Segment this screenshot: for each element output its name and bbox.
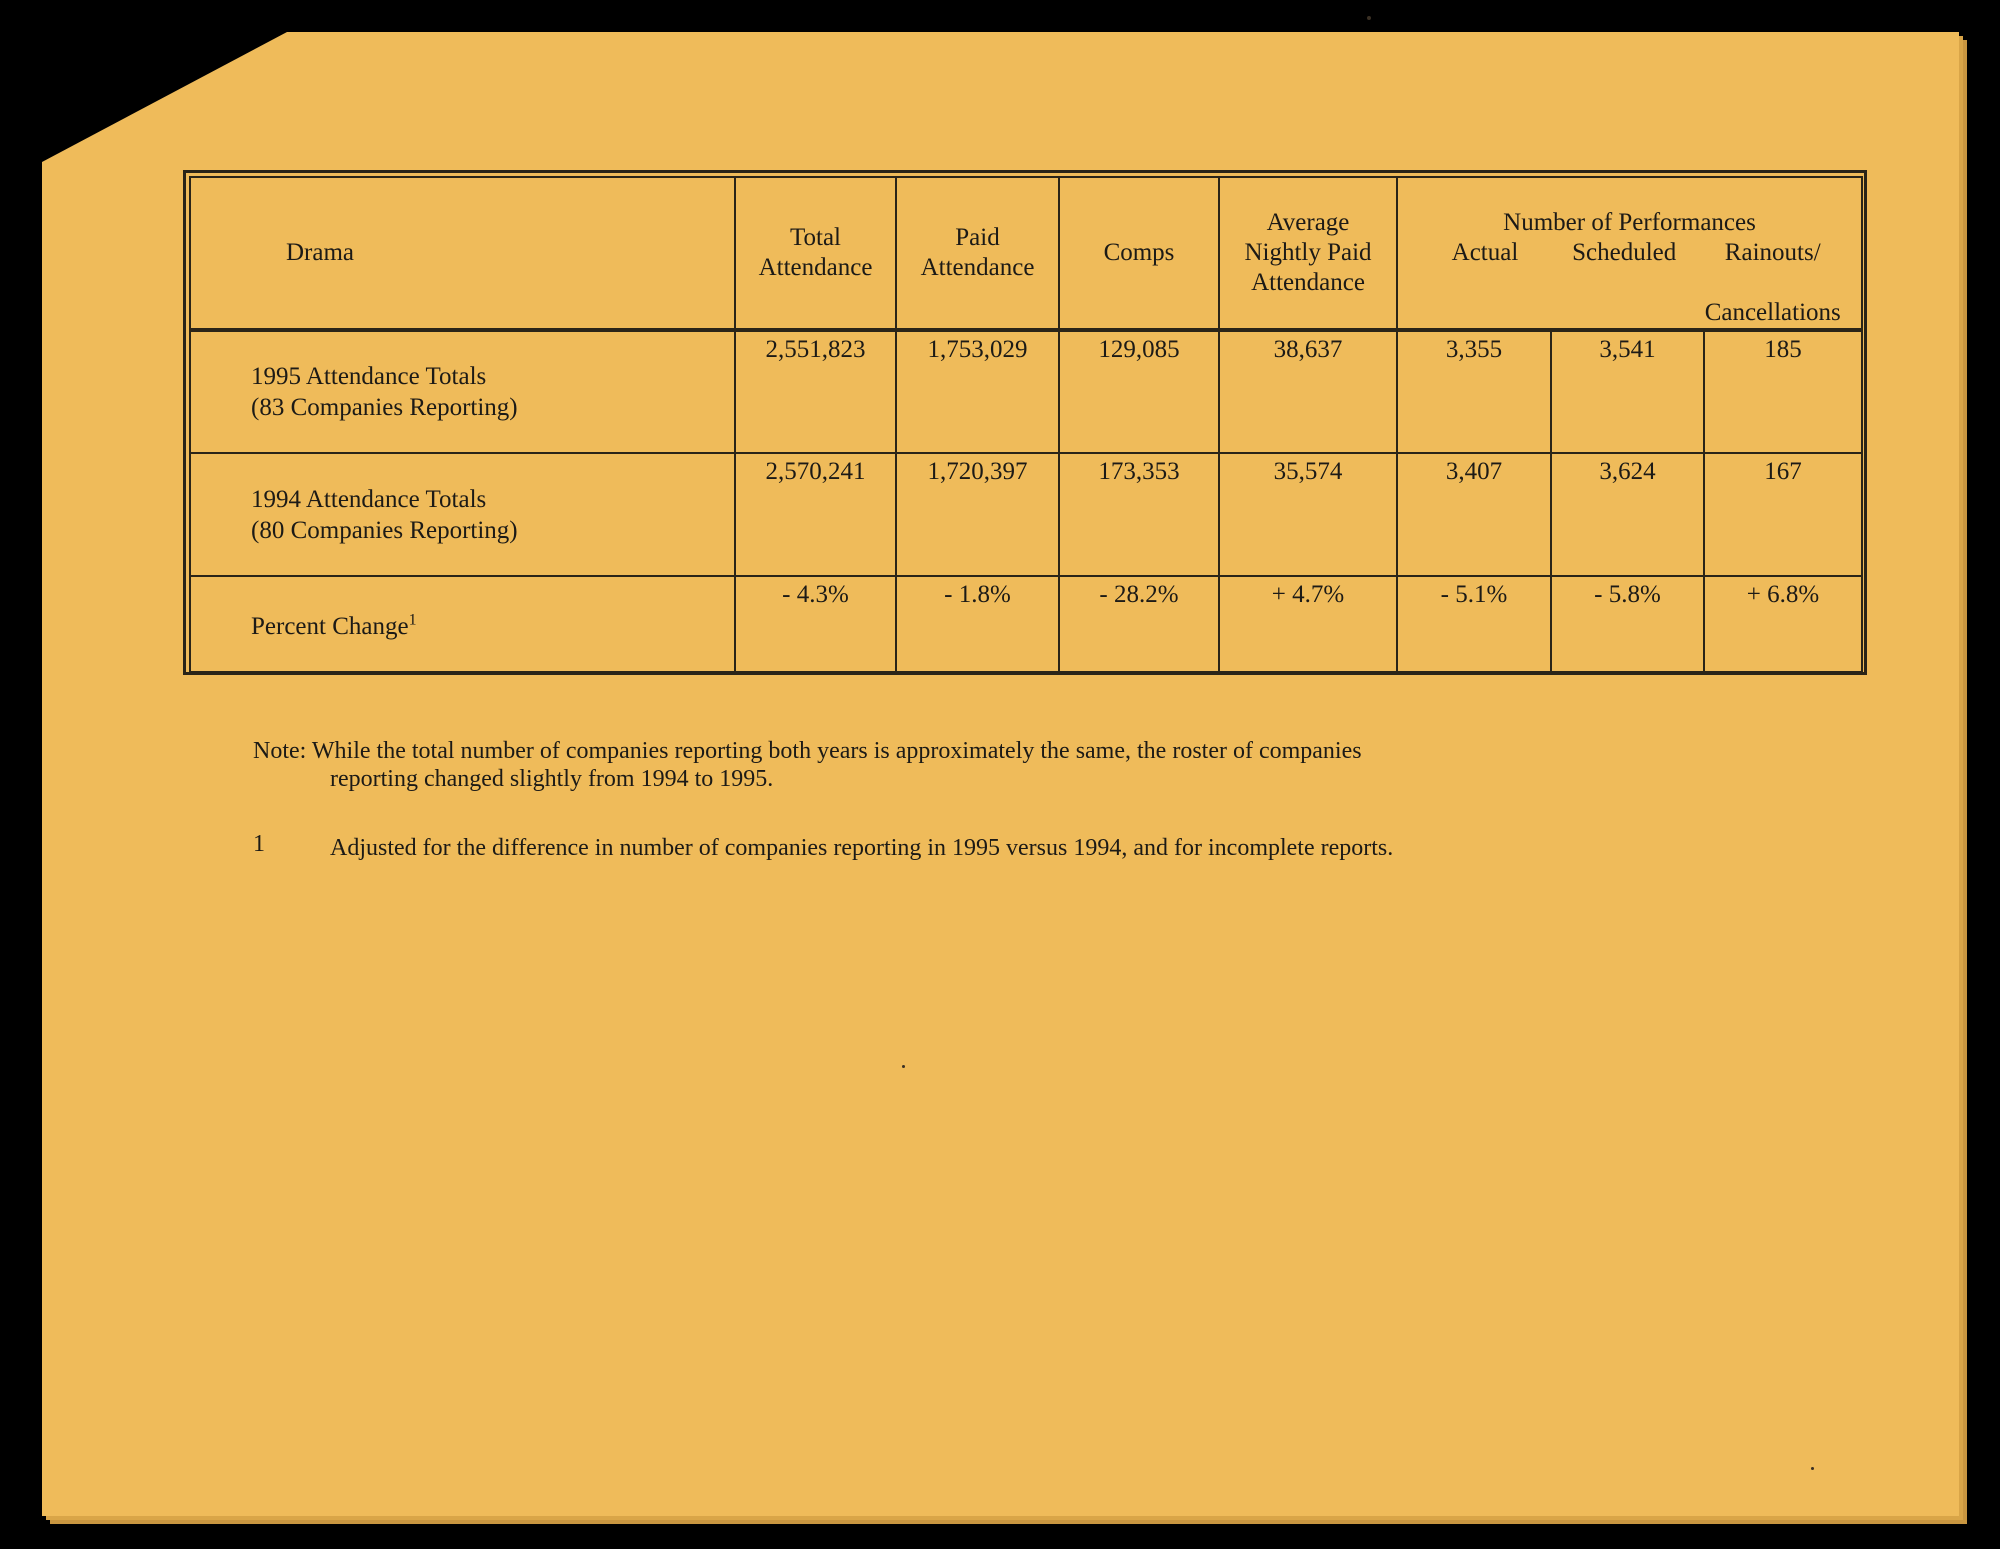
cell-total: 2,570,241 bbox=[735, 453, 896, 576]
cell-comps: - 28.2% bbox=[1059, 576, 1219, 672]
header-performances-title: Number of Performances bbox=[1503, 209, 1756, 236]
header-drama-text: Drama bbox=[286, 239, 355, 266]
header-paid-attendance bbox=[896, 177, 1059, 330]
cell-paid: 1,753,029 bbox=[896, 330, 1059, 453]
row-label-line2: (80 Companies Reporting) bbox=[251, 516, 518, 544]
cell-avg: + 4.7% bbox=[1219, 576, 1397, 672]
cell-actual: 3,355 bbox=[1397, 330, 1551, 453]
header-total-attendance bbox=[735, 177, 896, 330]
paper-speck bbox=[902, 1065, 905, 1068]
cell-rainouts: + 6.8% bbox=[1704, 576, 1862, 672]
attendance-table bbox=[183, 170, 1867, 675]
row-label-percent-change: Percent Change bbox=[251, 613, 409, 640]
header-paid-line1: Paid bbox=[955, 224, 1000, 251]
cell-actual: 3,407 bbox=[1397, 453, 1551, 576]
header-scheduled: Scheduled bbox=[1572, 239, 1677, 266]
cell-comps: 129,085 bbox=[1059, 330, 1219, 453]
cell-total: 2,551,823 bbox=[735, 330, 896, 453]
note-lead: Note: bbox=[253, 738, 307, 764]
paper-speck bbox=[1811, 1467, 1814, 1470]
row-label-line1: 1995 Attendance Totals bbox=[251, 363, 487, 390]
header-rainouts bbox=[1698, 238, 1847, 328]
table-row bbox=[190, 576, 1862, 672]
cell-rainouts: 167 bbox=[1704, 453, 1862, 576]
header-total-line2: Attendance bbox=[758, 254, 873, 281]
header-total-line1: Total bbox=[789, 224, 841, 251]
footnote-text: Adjusted for the difference in number of companies reporting in 1995 versus 1994, and for incomplete reports. bbox=[330, 835, 1394, 861]
header-comps bbox=[1059, 177, 1219, 330]
header-rainouts-line2: Cancellations bbox=[1704, 299, 1841, 326]
header-comps-text: Comps bbox=[1103, 239, 1175, 266]
paper-speck bbox=[1367, 16, 1371, 20]
footnote-marker: 1 bbox=[408, 611, 417, 629]
cell-avg: 38,637 bbox=[1219, 330, 1397, 453]
cell-comps: 173,353 bbox=[1059, 453, 1219, 576]
cell-paid: 1,720,397 bbox=[896, 453, 1059, 576]
cell-scheduled: 3,624 bbox=[1551, 453, 1704, 576]
table-row bbox=[190, 330, 1862, 453]
note-line2: reporting changed slightly from 1994 to 1995. bbox=[330, 766, 774, 792]
table-header-row bbox=[190, 177, 1862, 330]
header-avg-line3: Attendance bbox=[1251, 269, 1365, 296]
header-number-of-performances bbox=[1397, 177, 1862, 330]
footnote-number: 1 bbox=[253, 831, 265, 857]
row-label-line1: 1994 Attendance Totals bbox=[251, 485, 487, 513]
note-line1: While the total number of companies reporting both years is approximately the same, the roster of companies bbox=[311, 738, 1362, 764]
cell-scheduled: 3,541 bbox=[1551, 330, 1704, 453]
header-actual: Actual bbox=[1451, 239, 1519, 266]
row-label bbox=[190, 453, 735, 576]
header-paid-line2: Attendance bbox=[920, 254, 1035, 281]
header-drama bbox=[190, 177, 735, 330]
cell-avg: 35,574 bbox=[1219, 453, 1397, 576]
header-avg-line2: Nightly Paid bbox=[1244, 239, 1372, 266]
header-average-nightly-paid bbox=[1219, 177, 1397, 330]
note-paragraph bbox=[253, 737, 1693, 793]
cell-total: - 4.3% bbox=[735, 576, 896, 672]
row-label bbox=[190, 576, 735, 672]
table-row bbox=[190, 453, 1862, 576]
cell-paid: - 1.8% bbox=[896, 576, 1059, 672]
row-label-line2: (83 Companies Reporting) bbox=[251, 394, 518, 421]
header-performances-subheads bbox=[1398, 238, 1861, 328]
cell-scheduled: - 5.8% bbox=[1551, 576, 1704, 672]
cell-rainouts: 185 bbox=[1704, 330, 1862, 453]
cell-actual: - 5.1% bbox=[1397, 576, 1551, 672]
row-label bbox=[190, 330, 735, 453]
header-rainouts-line1: Rainouts/ bbox=[1724, 239, 1821, 266]
header-avg-line1: Average bbox=[1266, 209, 1350, 236]
